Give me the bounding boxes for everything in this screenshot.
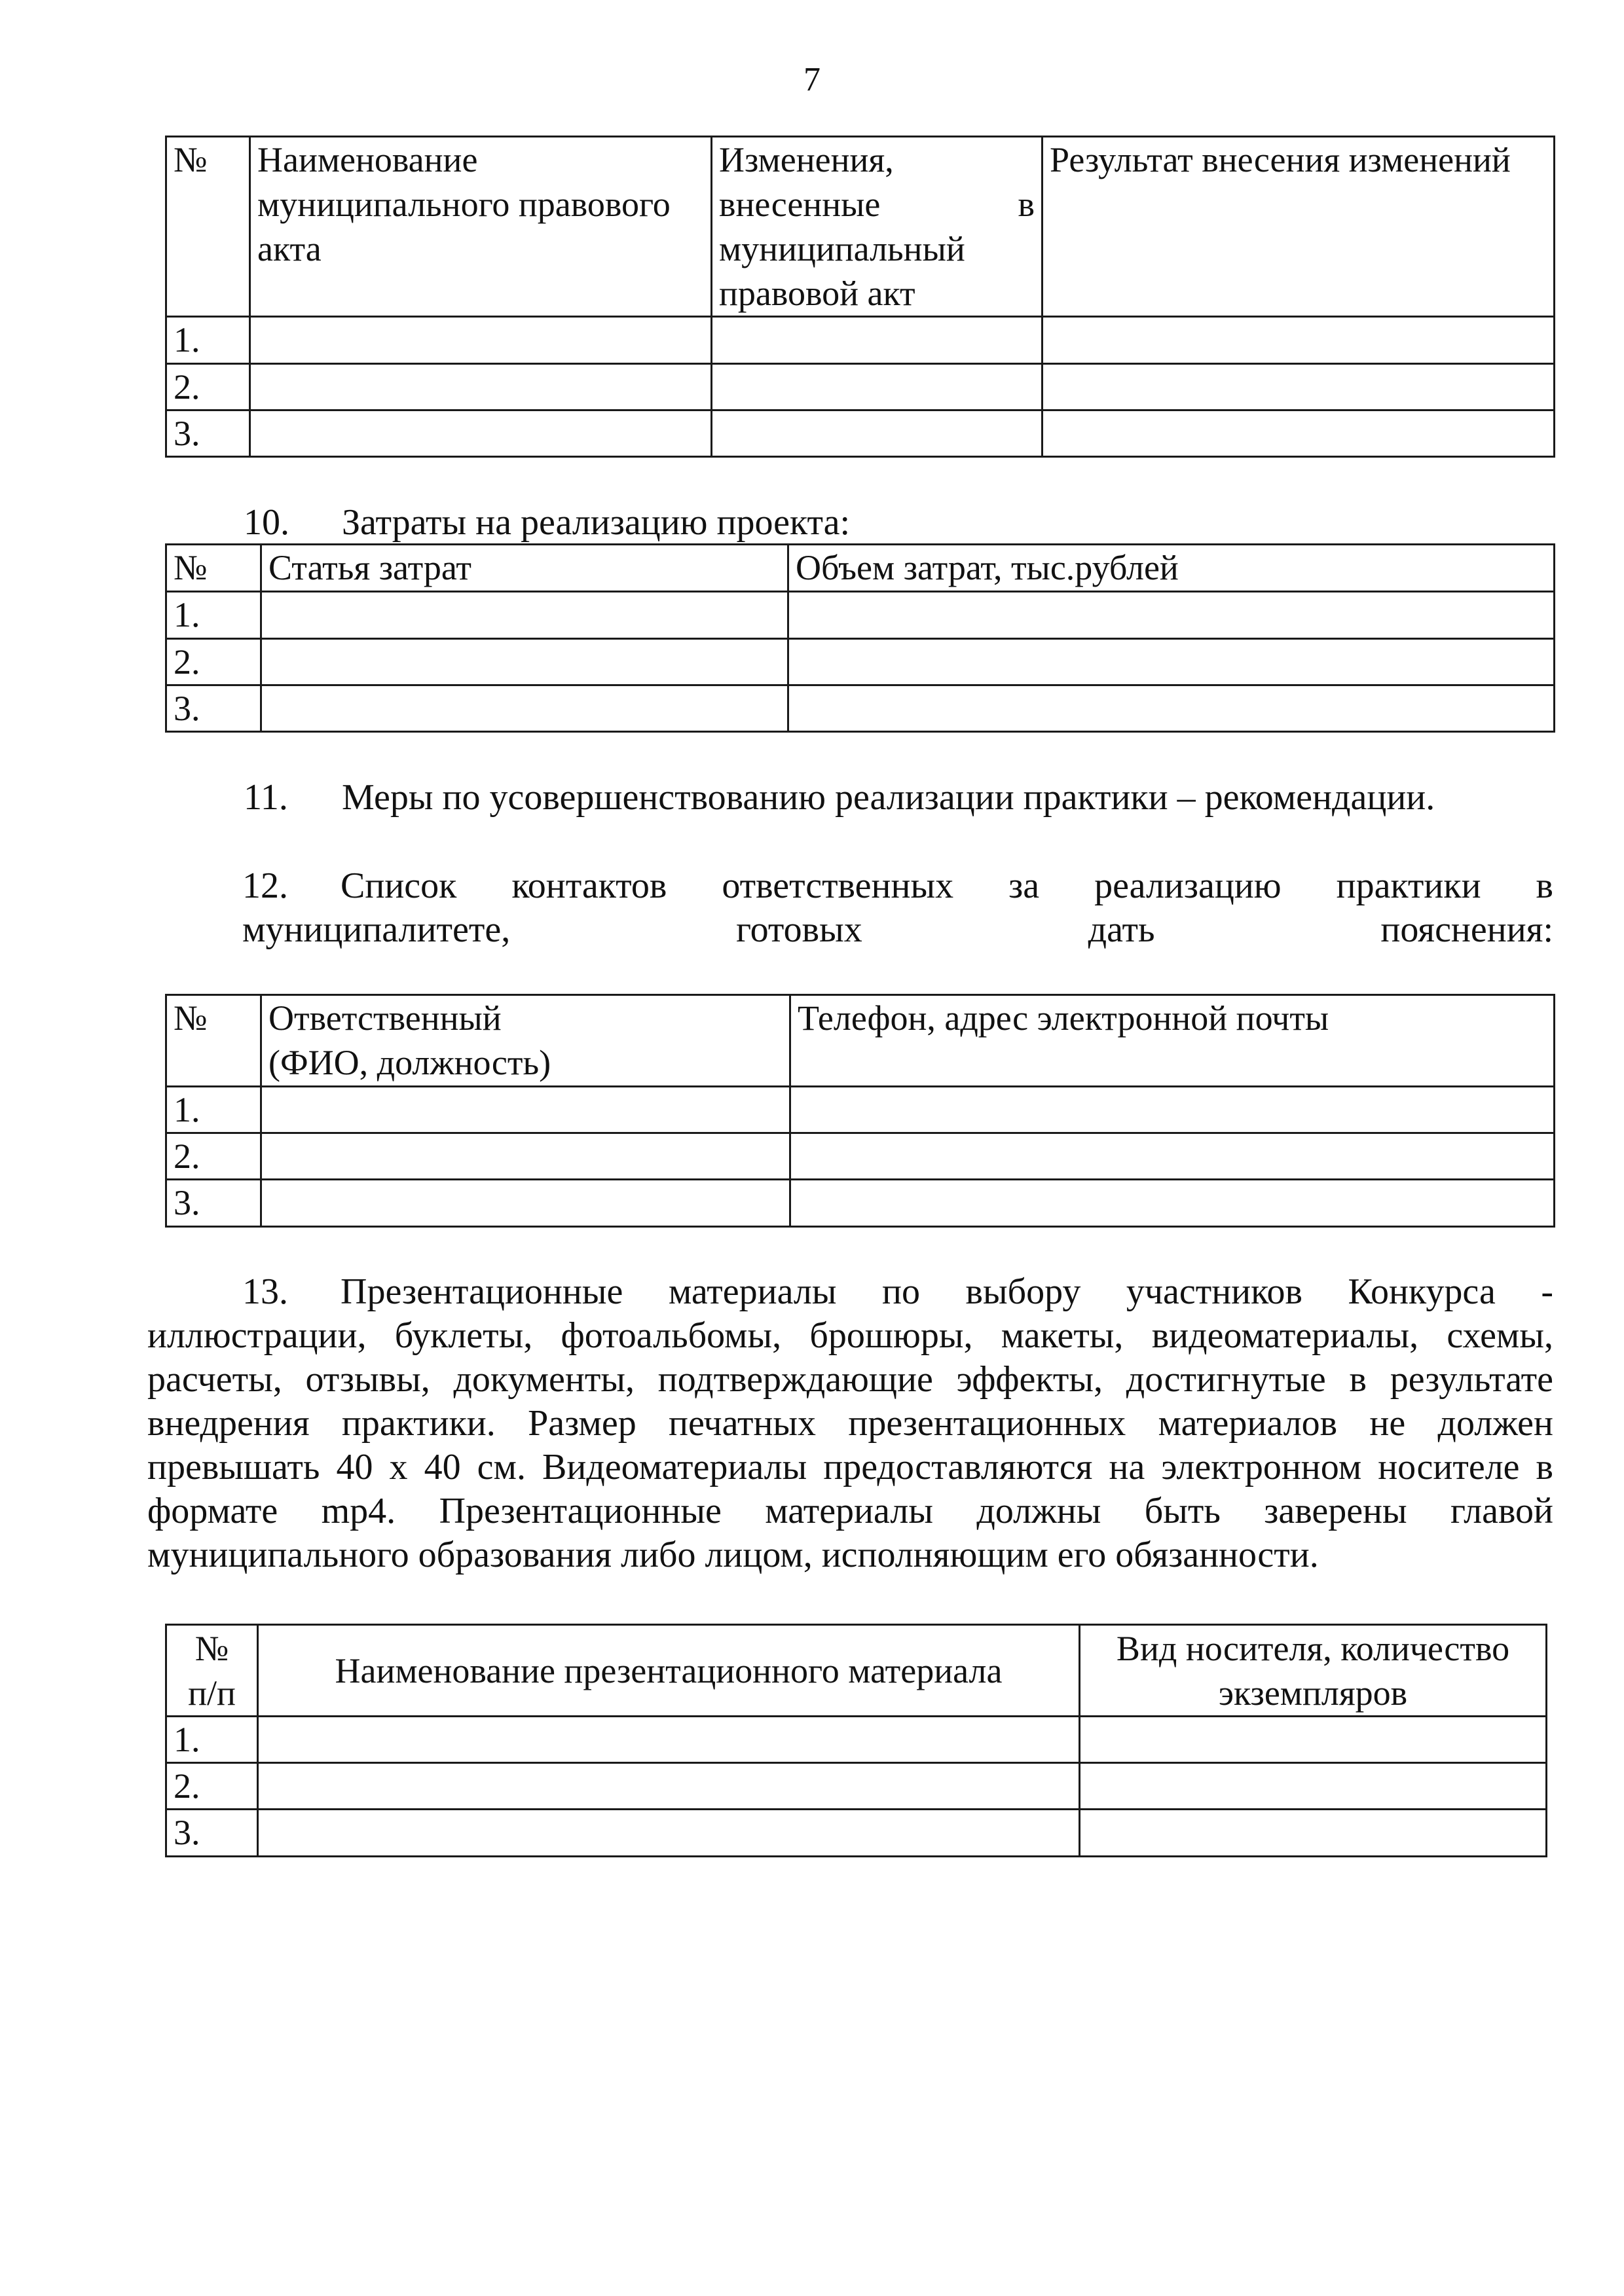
table-cell [712, 364, 1043, 410]
table-cell [790, 1180, 1555, 1227]
table-cell [261, 639, 788, 685]
table-cell [250, 410, 712, 457]
row-number: 3. [166, 1810, 258, 1857]
section-10-text: Затраты на реализацию проекта: [342, 502, 851, 543]
section-10-number: 10. [244, 502, 289, 543]
materials-table [165, 1624, 1547, 1857]
header-material-name: Наименование презентационного материала [258, 1625, 1080, 1717]
section-12 [147, 864, 1553, 952]
table-cell [788, 592, 1555, 639]
header-cost-amount: Объем затрат, тыс.рублей [788, 545, 1555, 592]
table-cell [261, 685, 788, 732]
header-number: № [166, 137, 250, 317]
table-cell [1043, 410, 1555, 457]
header-number: № [166, 545, 261, 592]
section-10 [244, 501, 1488, 545]
row-number: 1. [166, 317, 250, 364]
header-carrier: Вид носителя, количество экземпляров [1080, 1625, 1547, 1717]
section-11 [244, 776, 1553, 820]
header-result: Результат внесения изменений [1043, 137, 1555, 317]
table-cell [790, 1087, 1555, 1133]
table-cell [261, 1180, 790, 1227]
table-cell [712, 410, 1043, 457]
row-number: 2. [166, 639, 261, 685]
row-number: 1. [166, 592, 261, 639]
table-cell [712, 317, 1043, 364]
section-12-number: 12. [242, 866, 288, 906]
table-cell [1080, 1763, 1547, 1810]
table-cell [261, 1133, 790, 1180]
section-13-number: 13. [242, 1271, 288, 1312]
contacts-table [165, 994, 1555, 1228]
table-cell [1043, 364, 1555, 410]
row-number: 3. [166, 685, 261, 732]
table-cell [258, 1763, 1080, 1810]
costs-table [165, 543, 1555, 733]
row-number: 1. [166, 1717, 258, 1763]
table-cell [788, 685, 1555, 732]
header-cost-item: Статья затрат [261, 545, 788, 592]
table-cell [1043, 317, 1555, 364]
section-13 [147, 1270, 1553, 1577]
header-number: № [166, 995, 261, 1087]
section-11-text: Меры по усовершенствованию реализации практики – рекомендации. [342, 777, 1435, 818]
row-number: 1. [166, 1087, 261, 1133]
row-number: 3. [166, 1180, 261, 1227]
header-changes: Изменения, внесенные в муниципальный правовой акт [712, 137, 1043, 317]
section-12-text: Список контактов ответственных за реализацию практики в муниципалитете, готовых дать пояснения: [242, 866, 1553, 950]
table-cell [250, 317, 712, 364]
page-number: 7 [803, 61, 821, 98]
table-cell [261, 1087, 790, 1133]
section-11-number: 11. [244, 777, 288, 818]
table-cell [790, 1133, 1555, 1180]
row-number: 2. [166, 364, 250, 410]
table-cell [258, 1717, 1080, 1763]
table-cell [1080, 1717, 1547, 1763]
header-number: № п/п [166, 1625, 258, 1717]
legal-acts-table [165, 136, 1555, 458]
row-number: 2. [166, 1133, 261, 1180]
table-cell [258, 1810, 1080, 1857]
row-number: 2. [166, 1763, 258, 1810]
table-cell [1080, 1810, 1547, 1857]
header-contacts: Телефон, адрес электронной почты [790, 995, 1555, 1087]
table-cell [261, 592, 788, 639]
table-cell [788, 639, 1555, 685]
header-act-name: Наименование муниципального правового акта [250, 137, 712, 317]
section-13-text: Презентационные материалы по выбору участников Конкурса - иллюстрации, буклеты, фотоальбомы, брошюры, макеты, видеоматериалы, схемы, расчеты, отзывы, документы, подтверждающие эффекты, достигнутые в результате внедрения практики. Размер печатных презентационных материалов не должен превышать 40 х 40 см. Видеоматериалы предоставляются на электронном носителе в формате mp4. Презентационные материалы должны быть заверены главой муниципального образования либо лицом, исполняющим его обязанности. [147, 1271, 1553, 1575]
table-cell [250, 364, 712, 410]
row-number: 3. [166, 410, 250, 457]
header-responsible: Ответственный (ФИО, должность) [261, 995, 790, 1087]
